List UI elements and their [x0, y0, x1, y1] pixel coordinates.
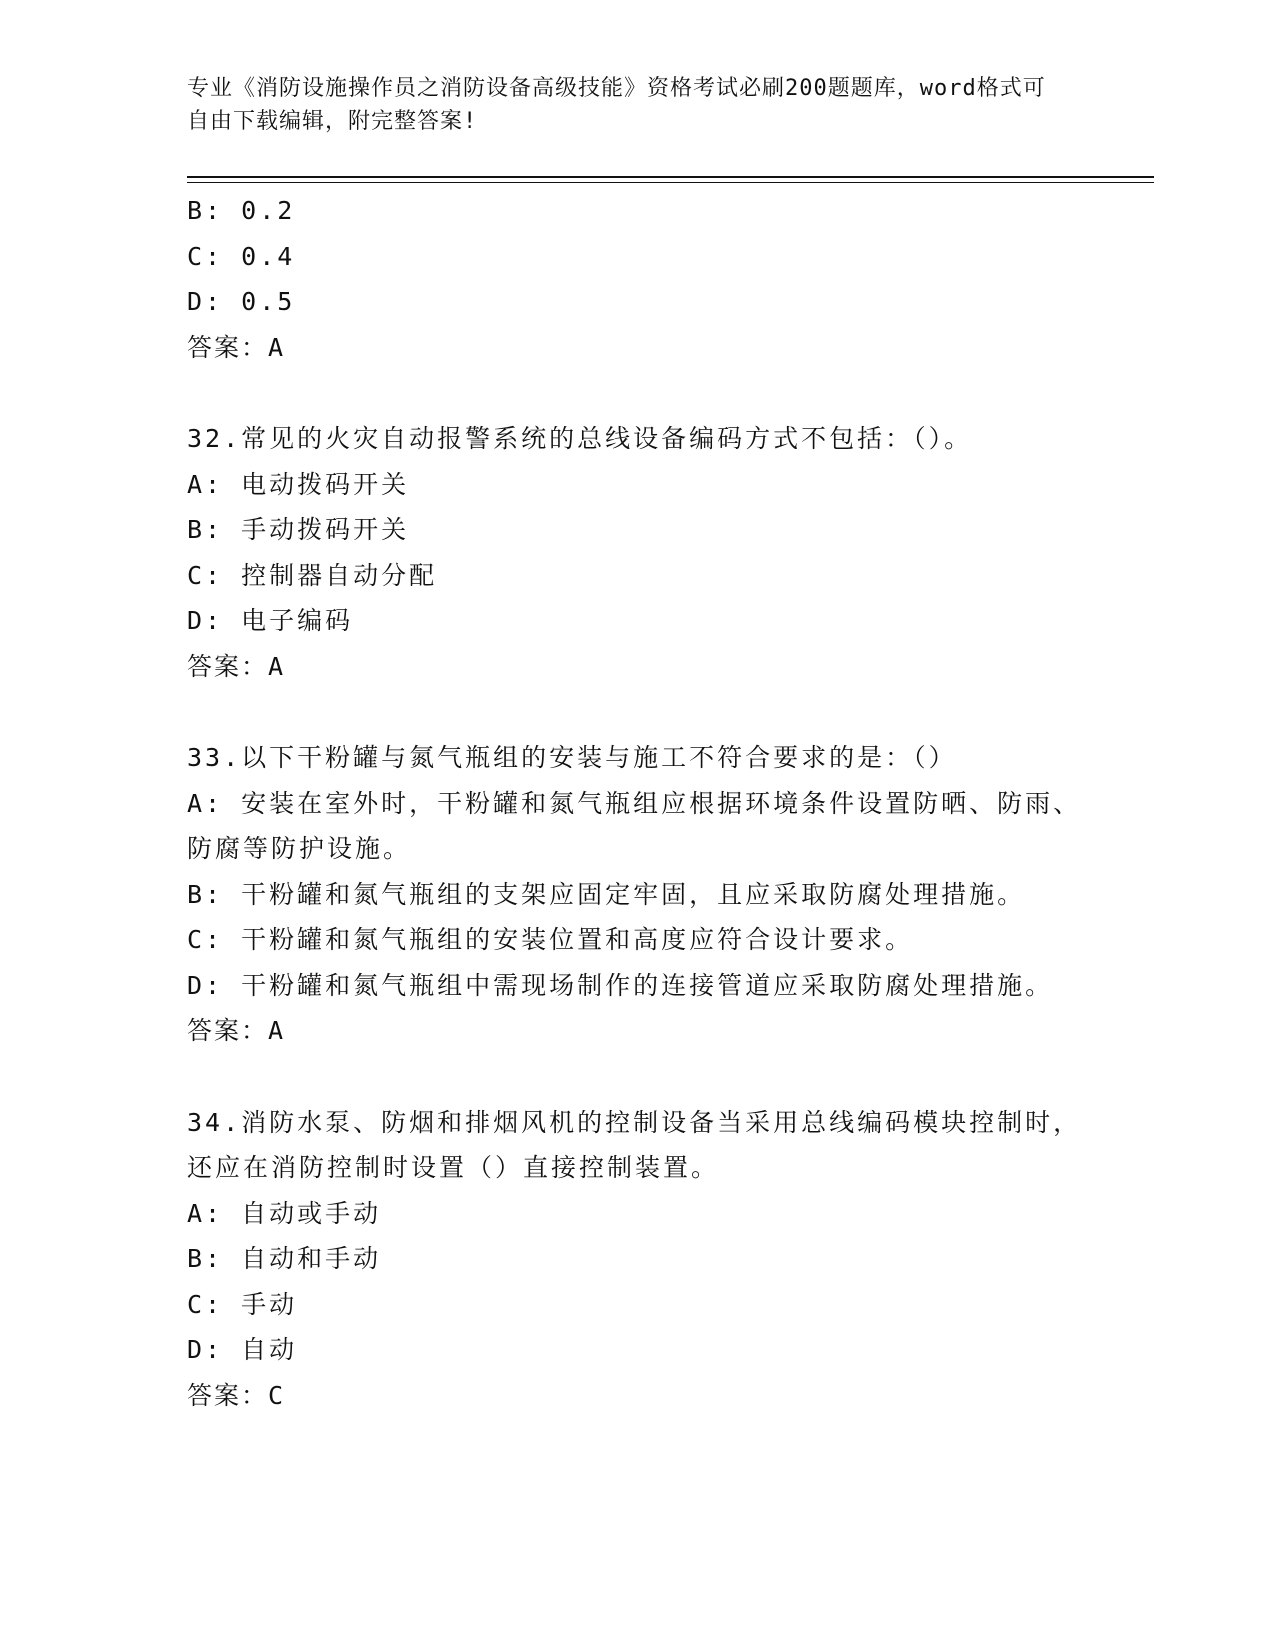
answer-value: A	[268, 651, 285, 681]
answer-line	[187, 1008, 1087, 1054]
answer-line	[187, 325, 1087, 371]
option-b: B: 手动拨码开关	[187, 515, 410, 544]
option-b: B: 0.2	[187, 196, 296, 225]
option-d: D: 干粉罐和氮气瓶组中需现场制作的连接管道应采取防腐处理措施。	[187, 970, 1054, 1000]
spacer	[187, 370, 1087, 416]
question-content	[187, 188, 1087, 1418]
header-divider-thick	[187, 176, 1154, 178]
answer-line	[187, 1373, 1087, 1419]
page-header: 专业《消防设施操作员之消防设备高级技能》资格考试必刷200题题库，word格式可自由下载编辑，附完整答案!	[187, 76, 1046, 134]
option-d: D: 电子编码	[187, 606, 354, 635]
option-c: C: 干粉罐和氮气瓶组的安装位置和高度应符合设计要求。	[187, 925, 914, 954]
question-title: 32.常见的火灾自动报警系统的总线设备编码方式不包括：（）。	[187, 424, 973, 453]
option-c: C: 控制器自动分配	[187, 560, 438, 590]
option-a: A: 电动拨码开关	[187, 469, 410, 499]
option-b: B: 自动和手动	[187, 1244, 382, 1273]
answer-value: C	[268, 1380, 285, 1410]
answer-label: 答案：	[187, 1016, 269, 1045]
answer-value: A	[268, 1016, 285, 1045]
spacer	[187, 689, 1087, 735]
option-d: D: 自动	[187, 1335, 298, 1364]
option-b: B: 干粉罐和氮气瓶组的支架应固定牢固，且应采取防腐处理措施。	[187, 879, 1026, 909]
question-33	[187, 735, 1087, 1054]
question-34	[187, 1100, 1087, 1419]
answer-label: 答案：	[187, 332, 269, 362]
option-a: A: 自动或手动	[187, 1198, 382, 1228]
header-divider-thin	[187, 182, 1154, 183]
answer-line	[187, 644, 1087, 690]
question-32	[187, 416, 1087, 689]
question-title: 34.消防水泵、防烟和排烟风机的控制设备当采用总线编码模块控制时，还应在消防控制时设置（）直接控制装置。	[187, 1107, 1082, 1182]
answer-label: 答案：	[187, 651, 269, 681]
option-c: C: 0.4	[187, 241, 296, 271]
option-a: A: 安装在室外时，干粉罐和氮气瓶组应根据环境条件设置防晒、防雨、防腐等防护设施。	[187, 788, 1082, 863]
question-31-continuation	[187, 188, 1087, 370]
question-title: 33.以下干粉罐与氮气瓶组的安装与施工不符合要求的是：（）	[187, 743, 957, 772]
spacer	[187, 1054, 1087, 1100]
answer-label: 答案：	[187, 1380, 269, 1410]
option-d: D: 0.5	[187, 287, 296, 316]
answer-value: A	[268, 332, 285, 362]
option-c: C: 手动	[187, 1289, 298, 1319]
